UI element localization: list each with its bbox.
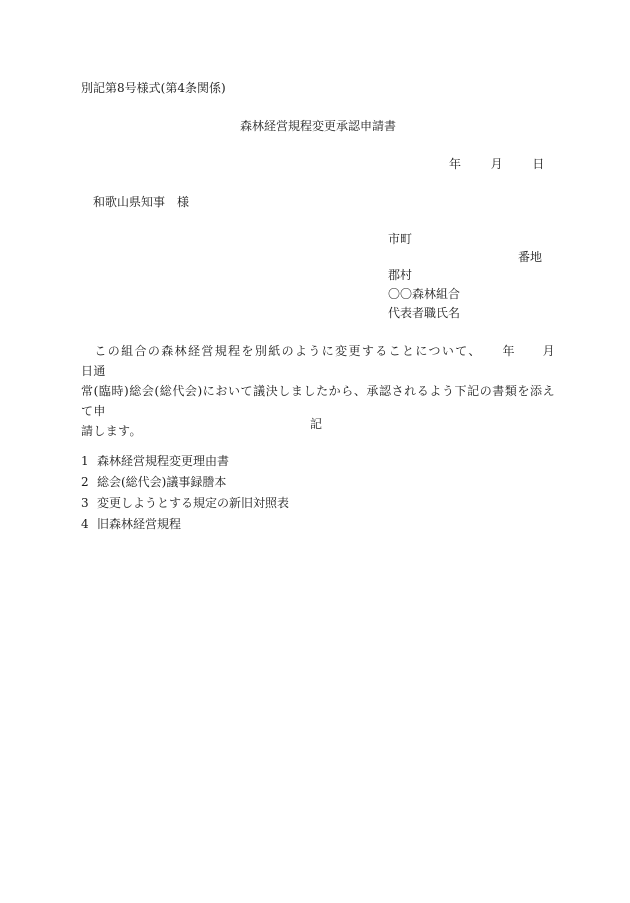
list-item-number: 1 xyxy=(81,454,89,468)
date-month: 月 xyxy=(490,157,503,171)
date-line xyxy=(449,156,544,172)
list-item-label: 森林経営規程変更理由書 xyxy=(97,454,230,468)
list-item xyxy=(81,493,289,514)
list-item-number: 3 xyxy=(81,496,89,510)
document-title: 森林経営規程変更承認申請書 xyxy=(240,119,397,133)
applicant-association: 〇〇森林組合 xyxy=(388,287,461,301)
body-line: 常(臨時)総会(総代会)において議決しましたから、承認されるよう下記の書類を添えて申 xyxy=(81,384,555,418)
applicant-banchi: 番地 xyxy=(518,250,543,264)
body-line: 請します。 xyxy=(81,424,142,438)
list-item-number: 2 xyxy=(81,475,89,489)
list-item-number: 4 xyxy=(81,517,89,531)
list-item xyxy=(81,451,289,472)
applicant-county-village: 郡村 xyxy=(388,268,413,282)
list-item-label: 変更しようとする規定の新旧対照表 xyxy=(97,496,290,510)
addressee: 和歌山県知事 様 xyxy=(93,195,190,209)
list-item-label: 総会(総代会)議事録謄本 xyxy=(97,475,227,489)
date-day: 日 xyxy=(532,157,545,171)
date-year: 年 xyxy=(449,157,462,171)
list-item xyxy=(81,472,289,493)
applicant-city-town: 市町 xyxy=(388,232,413,246)
attachment-list xyxy=(81,451,289,535)
body-line: この組合の森林経営規程を別紙のように変更することについて、 年 月 日通 xyxy=(81,344,580,378)
ki-heading: 記 xyxy=(310,417,323,431)
list-item-label: 旧森林経営規程 xyxy=(97,517,182,531)
form-number: 別記第8号様式(第4条関係) xyxy=(81,81,226,95)
list-item xyxy=(81,514,289,535)
applicant-representative: 代表者職氏名 xyxy=(388,306,461,320)
